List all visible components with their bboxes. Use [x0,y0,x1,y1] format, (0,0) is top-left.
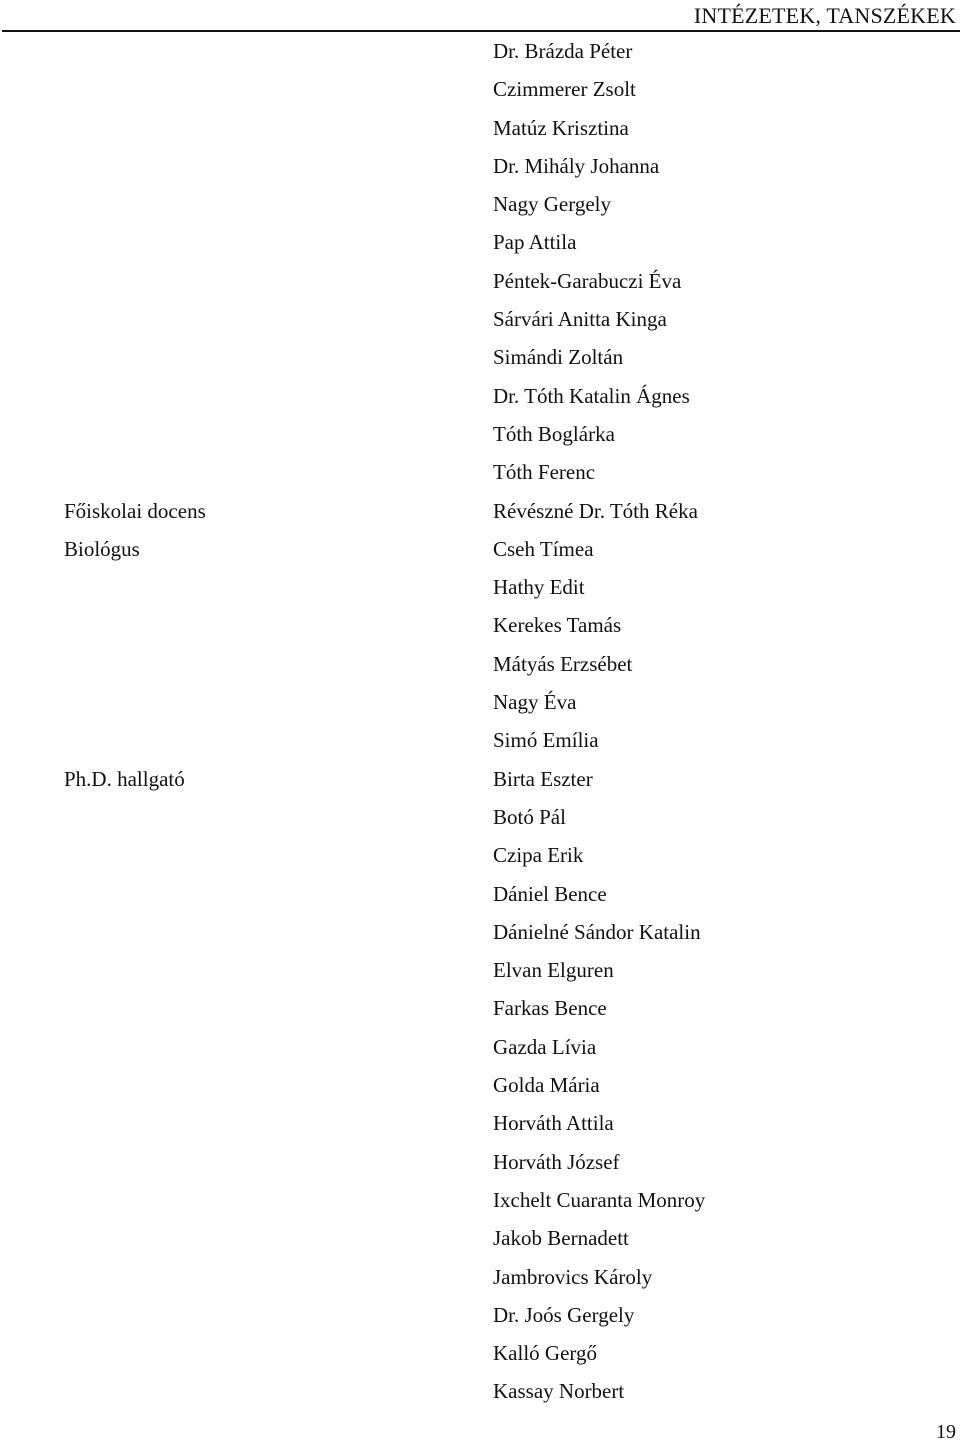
position-label: Ph.D. hallgató [64,766,185,791]
staff-row [0,1334,960,1372]
staff-row [0,1143,960,1181]
staff-name: Révészné Dr. Tóth Réka [493,498,698,523]
staff-row [0,147,960,185]
staff-name: Elvan Elguren [493,958,614,983]
staff-row [0,1066,960,1104]
staff-row [0,798,960,836]
staff-row [0,1296,960,1334]
staff-name: Jambrovics Károly [493,1264,653,1289]
staff-row [0,1181,960,1219]
staff-name: Matúz Krisztina [493,115,629,140]
staff-row [0,683,960,721]
staff-name: Czipa Erik [493,843,584,868]
staff-row [0,836,960,874]
staff-name: Dr. Joós Gergely [493,1302,635,1327]
staff-row [0,951,960,989]
staff-row [0,1028,960,1066]
staff-name: Péntek-Garabuczi Éva [493,268,682,293]
staff-name: Czimmerer Zsolt [493,77,636,102]
page-number: 19 [936,1421,956,1443]
staff-row [0,70,960,108]
staff-name: Mátyás Erzsébet [493,651,633,676]
staff-row [0,875,960,913]
staff-row [0,1372,960,1410]
staff-name: Dániel Bence [493,881,607,906]
staff-name: Simó Emília [493,728,599,753]
staff-row [0,760,960,798]
staff-name: Tóth Ferenc [493,460,596,485]
staff-name: Tóth Boglárka [493,421,615,446]
staff-name: Nagy Gergely [493,192,611,217]
staff-row [0,453,960,491]
staff-row [0,989,960,1027]
staff-name: Jakob Bernadett [493,1226,629,1251]
staff-list [0,32,960,1411]
staff-row [0,377,960,415]
staff-name: Nagy Éva [493,690,577,715]
page-header-title: INTÉZETEK, TANSZÉKEK [693,3,956,28]
staff-name: Gazda Lívia [493,1034,597,1059]
staff-row [0,415,960,453]
staff-name: Kassay Norbert [493,1379,625,1404]
staff-name: Pap Attila [493,230,577,255]
staff-row [0,645,960,683]
staff-row [0,223,960,261]
staff-name: Simándi Zoltán [493,345,624,370]
staff-name: Botó Pál [493,804,566,829]
staff-row [0,1104,960,1142]
position-label: Főiskolai docens [64,498,206,523]
staff-name: Sárvári Anitta Kinga [493,307,667,332]
staff-row [0,262,960,300]
staff-name: Birta Eszter [493,766,593,791]
staff-row [0,32,960,70]
staff-name: Hathy Edit [493,575,585,600]
staff-name: Horváth Attila [493,1111,614,1136]
staff-name: Ixchelt Cuaranta Monroy [493,1187,706,1212]
staff-name: Golda Mária [493,1073,600,1098]
staff-name: Kalló Gergő [493,1341,598,1366]
staff-row [0,338,960,376]
staff-row [0,1219,960,1257]
staff-row [0,913,960,951]
staff-name: Kerekes Tamás [493,613,622,638]
staff-name: Dr. Brázda Péter [493,39,633,63]
staff-name: Cseh Tímea [493,536,594,561]
staff-row [0,109,960,147]
staff-row [0,492,960,530]
staff-name: Dr. Mihály Johanna [493,153,660,178]
staff-row [0,300,960,338]
position-label: Biológus [64,536,140,561]
staff-row [0,568,960,606]
staff-name: Dr. Tóth Katalin Ágnes [493,383,690,408]
staff-row [0,1258,960,1296]
staff-row [0,721,960,759]
staff-name: Farkas Bence [493,996,607,1021]
staff-name: Horváth József [493,1149,620,1174]
staff-row [0,606,960,644]
staff-name: Dánielné Sándor Katalin [493,919,701,944]
staff-row [0,530,960,568]
staff-row [0,185,960,223]
